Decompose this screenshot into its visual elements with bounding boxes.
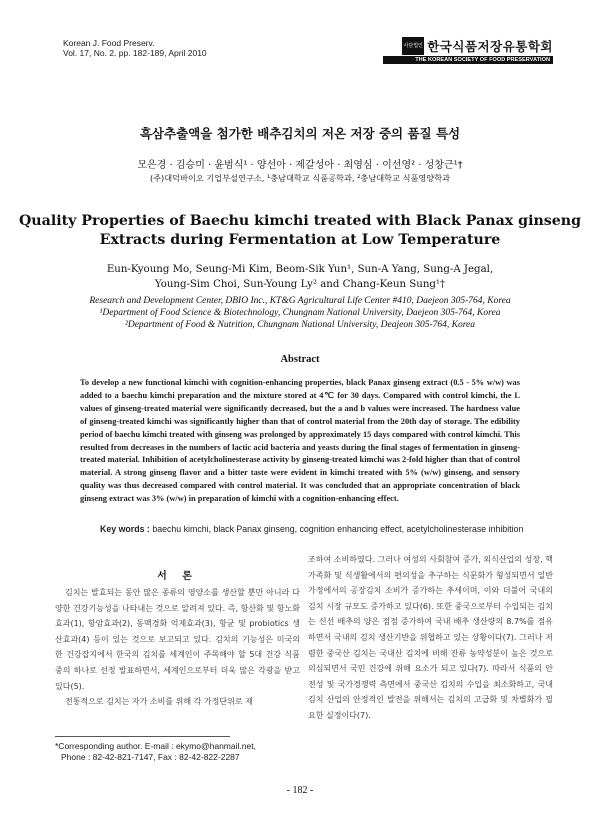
journal-citation bbox=[63, 38, 207, 58]
page-number: - 182 - bbox=[286, 785, 314, 796]
abstract-heading: Abstract bbox=[280, 354, 320, 365]
journal-volume: Vol. 17, No. 2. pp. 182-189, April 2010 bbox=[63, 48, 207, 58]
paragraph: 조하여 소비하였다. 그러나 여성의 사회참여 증가, 외식산업의 성장, 핵가족화 및 식생활에서의 편의성을 추구하는 식문화가 형성되면서 일반 가정에서의 공장김치 소비가 증가하는 추세이며, 이와 더불어 국내의 김치 시장 규모도 증가하고 있다(6). 또한 중국으로부터 수입되는 김치는 신선 배추의 양은 점점 증가하여 국내 배추 생산량의 8.7%를 점유하면서 국내의 김치 생산기반을 위협하고 있는 상황이다(7). 그러나 저렴한 중국산 김치는 국내산 김치에 비해 잔류 농약성분이 높은 것으로 의심되면서 국민 건강에 위해 요소가 되고 있다(7). 따라서 식품의 안전성 및 국가경쟁력 측면에서 중국산 김치의 수입을 최소화하고, 국내 김치 산업의 안정적인 발전을 위해서는 김치의 고급화 및 차별화가 필요한 실정이다(7). bbox=[308, 555, 553, 720]
keywords bbox=[100, 524, 523, 534]
affiliation-line: ²Department of Food & Nutrition, Chungnam National University, Deajeon 305-764, Korea bbox=[124, 320, 476, 330]
paragraph: 전통적으로 김치는 자가 소비를 위해 각 가정단위로 제 bbox=[65, 697, 253, 707]
society-logo bbox=[383, 37, 553, 64]
footnote bbox=[55, 741, 256, 763]
title-korean: 흑삼추출액을 첨가한 배추김치의 저온 저장 중의 품질 특성 bbox=[139, 126, 461, 141]
section-heading-introduction: 서 론 bbox=[157, 571, 198, 582]
keywords-label: Key words : bbox=[100, 524, 150, 534]
authors-english-line2: Young-Sim Choi, Sun-Young Ly² and Chang-Keun Sung¹† bbox=[154, 279, 446, 290]
title-english-line1: Quality Properties of Baechu kimchi treated with Black Panax ginseng bbox=[18, 213, 582, 229]
body-column-right bbox=[308, 552, 553, 724]
paragraph: 김치는 발효되는 동안 많은 종류의 영양소를 생산할 뿐만 아니라 다양한 건강기능성을 나타내는 것으로 알려져 있다. 즉, 항산화 및 항노화효과(1), 항암효과(2), 동맥경화 억제효과(3), 항균 및 probiotics 생산효과(4) 등이 있는 것으로 보고되고 있다. 김치의 기능성은 미국의 한 건강잡지에서 한국의 김치를 세계인이 주목해야 할 5대 건강 식품 중의 하나로 선정 발표하면서, 세계인으로부터 더욱 많은 각광을 받고 있다(5). bbox=[55, 588, 300, 691]
affiliations-english bbox=[0, 295, 600, 331]
footnote-divider bbox=[55, 736, 230, 737]
authors-english bbox=[0, 262, 600, 292]
footnote-email: *Corresponding author. E-mail : ekymo@hanmail.net, bbox=[55, 741, 256, 751]
authors-korean: 모은경 · 김승미 · 윤범식¹ · 양선아 · 제갈성아 · 최영심 · 이선영² · 성창근¹† bbox=[137, 160, 463, 171]
society-name-en: THE KOREAN SOCIETY OF FOOD PRESERVATION bbox=[383, 56, 553, 64]
society-name-ko: 한국식품저장유통학회 bbox=[427, 39, 553, 54]
abstract-text: To develop a new functional kimchi with cognition-enhancing properties, black Panax ginseng extract (0.5 - 5% w/w) was added to a baechu kimchi preparation and the mixture stored at 4℃ for 30 days. Compared with control kimchi, the L values of ginseng-treated material were significantly decreased, but the a and b values were increased. The hardness value of ginseng-treated kimchi was significantly higher than that of control material from the 20th day of storage. The edibility period of baechu kimchi treated with ginseng was prolonged by approximately 15 days compared with control kimchi. This resulted from decreases in the numbers of lactic acid bacteria and yeasts during the final stages of fermentation in ginseng-treated material. Inhibition of acetylcholinesterase activity by ginseng-treated kimchi was 2-fold higher than that of control material. A strong ginseng flavor and a bitter taste were evident in kimchi treated with 5% (w/w) ginseng, and sensory quality was thus decreased compared with control material. It was concluded that an appropriate concentration of black ginseng extract was 3% (w/w) in preparation of kimchi with a cognition-enhancing effect. bbox=[80, 378, 520, 504]
affiliations-korean: (주)대덕바이오 기업부설연구소, ¹충남대학교 식품공학과, ²충남대학교 식품영양학과 bbox=[149, 173, 451, 183]
body-column-left bbox=[55, 585, 300, 710]
journal-name: Korean J. Food Preserv. bbox=[63, 38, 155, 48]
affiliation-line: Research and Development Center, DBIO Inc., KT&G Agricultural Life Center #410, Daejeon 305-764, Korea bbox=[89, 296, 511, 306]
footnote-phone: Phone : 82-42-821-7147, Fax : 82-42-822-2287 bbox=[61, 752, 240, 762]
society-mark: 사단법인 bbox=[402, 37, 424, 55]
keywords-text: baechu kimchi, black Panax ginseng, cognition enhancing effect, acetylcholinesterase inhibition bbox=[152, 524, 524, 534]
title-english-line2: Extracts during Fermentation at Low Temperature bbox=[99, 232, 501, 248]
authors-english-line1: Eun-Kyoung Mo, Seung-Mi Kim, Beom-Sik Yun¹, Sun-A Yang, Sung-A Jegal, bbox=[106, 264, 494, 275]
affiliation-line: ¹Department of Food Science & Biotechnology, Chungnam National University, Daejeon 305-764, Korea bbox=[99, 308, 501, 318]
title-english bbox=[0, 212, 600, 250]
